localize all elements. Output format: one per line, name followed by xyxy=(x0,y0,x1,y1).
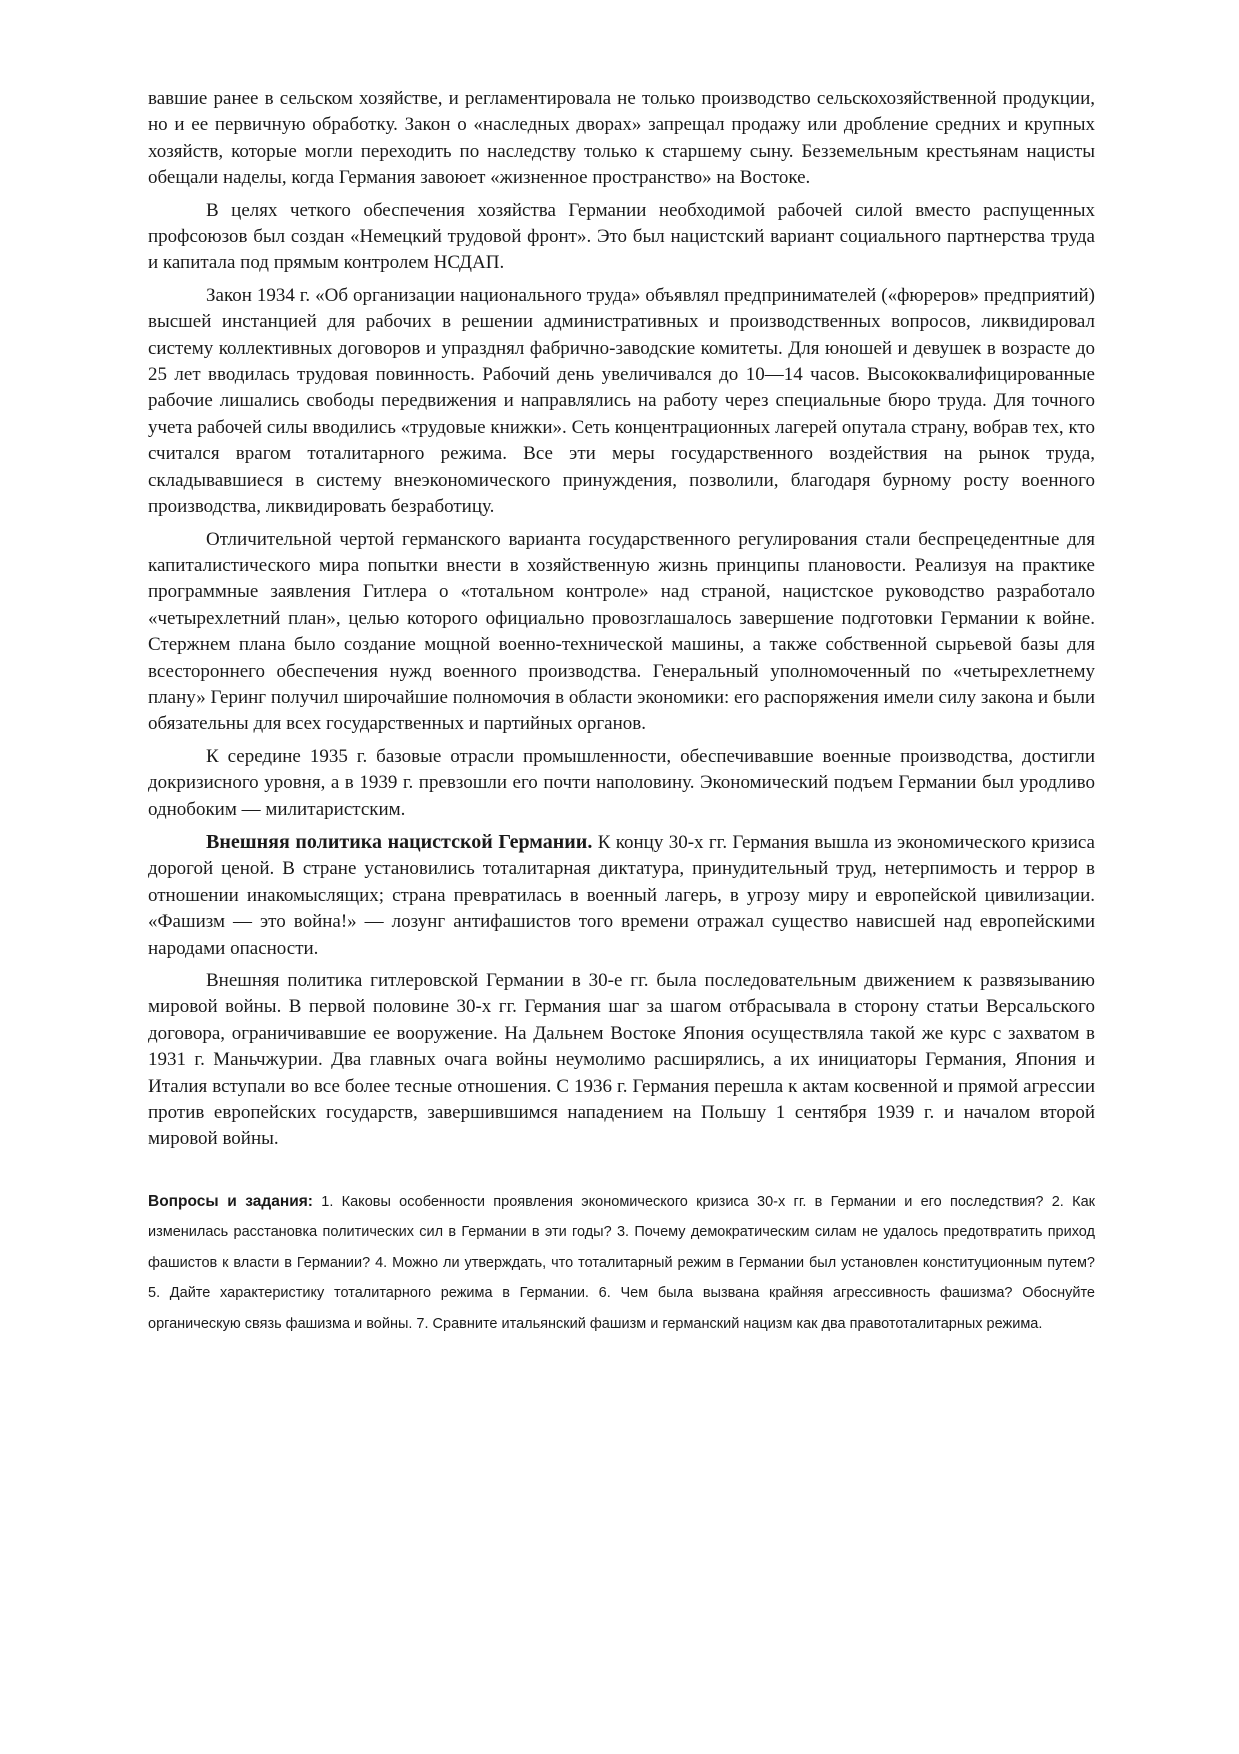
questions-block xyxy=(148,1187,1095,1340)
paragraph-3: Закон 1934 г. «Об организации национального труда» объявлял предпринимателей («фюреров» предприятий) высшей инстанцией для рабочих в решении административных и производственных вопросов, ликвидировал систему коллективных договоров и упразднял фабрично-заводские комитеты. Для юношей и девушек в возрасте до 25 лет вводилась трудовая повинность. Рабочий день увеличивался до 10—14 часов. Высококвалифицированные рабочие лишались свободы передвижения и направлялись на работу через специальные бюро труда. Для точного учета рабочей силы вводились «трудовые книжки». Сеть концентрационных лагерей опутала страну, вобрав тех, кто считался врагом тоталитарного режима. Все эти меры государственного воздействия на рынок труда, складывавшиеся в систему внеэкономического принуждения, позволили, благодаря бурному росту военного производства, ликвидировать безработицу. xyxy=(148,284,1095,518)
paragraph-7: Внешняя политика гитлеровской Германии в 30-е гг. была последовательным движением к развязыванию мировой войны. В первой половине 30-х гг. Германия шаг за шагом отбрасывала в сторону статьи Версальского договора, ограничивавшие ее вооружение. На Дальнем Востоке Япония осуществляла такой же курс с захватом в 1931 г. Маньчжурии. Два главных очага войны неумолимо расширялись, а их инициаторы Германия, Япония и Италия вступали во все более тесные отношения. С 1936 г. Германия перешла к актам косвенной и прямой агрессии против европейских государств, завершившимся нападением на Польшу 1 сентября 1939 г. и началом второй мировой войны. xyxy=(148,970,1095,1150)
paragraph-4: Отличительной чертой германского варианта государственного регулирования стали беспрецедентные для капиталистического мира попытки внести в хозяйственную жизнь принципы плановости. Реализуя на практике программные заявления Гитлера о «тотальном контроле» над страной, нацистское руководство разработало «четырехлетний план», целью которого официально провозглашалось завершение подготовки Германии к войне. Стержнем плана было создание мощной военно-технической машины, а также собственной сырьевой базы для всестороннего обеспечения нужд военного производства. Генеральный уполномоченный по «четырехлетнему плану» Геринг получил широчайшие полномочия в области экономики: его распоряжения имели силу закона и были обязательны для всех государственных и партийных органов. xyxy=(148,528,1095,735)
page-content xyxy=(148,86,1095,1339)
paragraph-2: В целях четкого обеспечения хозяйства Германии необходимой рабочей силой вместо распущенных профсоюзов был создан «Немецкий трудовой фронт». Это был нацистский вариант социального партнерства труда и капитала под прямым контролем НСДАП. xyxy=(148,199,1095,274)
section-paragraph xyxy=(148,829,1095,962)
section-text: К концу 30-х гг. Германия вышла из экономического кризиса дорогой ценой. В стране установились тоталитарная диктатура, принудительный труд, нетерпимость и террор в отношении инакомыслящих; страна превратилась в военный лагерь, в угрозу миру и европейской цивилизации. «Фашизм — это война!» — лозунг антифашистов того времени отражал существо нависшей над европейскими народами опасности. xyxy=(148,831,1095,959)
questions-text: 1. Каковы особенности проявления экономического кризиса 30-х гг. в Германии и его последствия? 2. Как изменилась расстановка политических сил в Германии в эти годы? 3. Почему демократическим силам не удалось предотвратить приход фашистов к власти в Германии? 4. Можно ли утверждать, что тоталитарный режим в Германии был установлен конституционным путем? 5. Дайте характеристику тоталитарного режима в Германии. 6. Чем была вызвана крайняя агрессивность фашизма? Обоснуйте органическую связь фашизма и войны. 7. Сравните итальянский фашизм и германский нацизм как два правототалитарных режима. xyxy=(148,1193,1095,1332)
section-heading: Внешняя политика нацистской Германии. xyxy=(206,830,593,853)
questions-label: Вопросы и задания: xyxy=(148,1192,313,1210)
paragraph-5: К середине 1935 г. базовые отрасли промышленности, обеспечивавшие военные производства, достигли докризисного уровня, а в 1939 г. превзошли его почти наполовину. Экономический подъем Германии был уродливо однобоким — милитаристским. xyxy=(148,745,1095,820)
paragraph-1: вавшие ранее в сельском хозяйстве, и регламентировала не только производство сельскохозяйственной продукции, но и ее первичную обработку. Закон о «наследных дворах» запрещал продажу или дробление средних и крупных хозяйств, которые могли переходить по наследству только к старшему сыну. Безземельным крестьянам нацисты обещали наделы, когда Германия завоюет «жизненное пространство» на Востоке. xyxy=(148,88,1095,189)
